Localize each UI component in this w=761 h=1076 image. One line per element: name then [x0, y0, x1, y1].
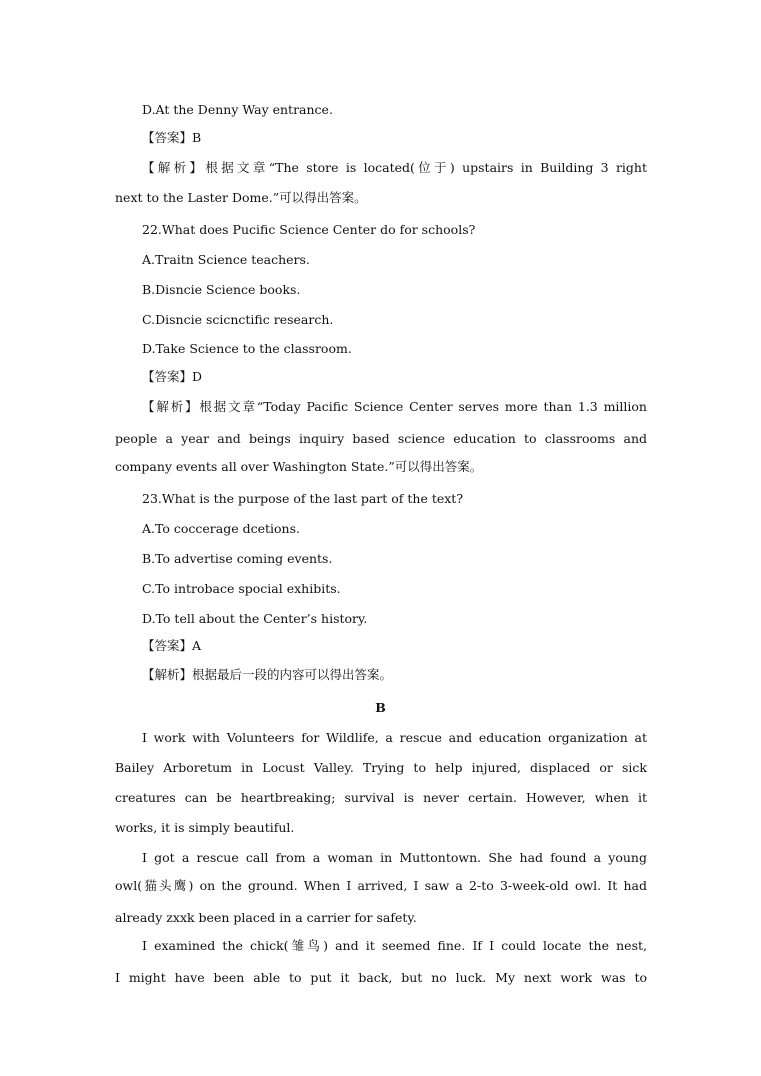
q23-option-a: A.To coccerage dcetions.: [142, 521, 300, 536]
q21-analysis-line1: 【解析】根据文章“The store is located(位于) upstairs in Building 3 right: [142, 160, 647, 175]
para1-line4: works, it is simply beautiful.: [115, 820, 295, 835]
para2-line3: already zxxk been placed in a carrier for safety.: [115, 910, 417, 925]
q22-option-a: A.Traitn Science teachers.: [142, 252, 310, 267]
q21-analysis-line2: next to the Laster Dome.”可以得出答案。: [115, 190, 367, 205]
q22-option-d: D.Take Science to the classroom.: [142, 341, 352, 356]
q22-analysis-line3: company events all over Washington State.”可以得出答案。: [115, 459, 483, 474]
q23-option-d: D.To tell about the Center’s history.: [142, 611, 368, 626]
q23-answer: 【答案】A: [142, 638, 202, 653]
q22-question: 22.What does Pucific Science Center do for schools?: [142, 222, 476, 237]
q22-option-b: B.Disncie Science books.: [142, 282, 301, 297]
q23-analysis: 【解析】根据最后一段的内容可以得出答案。: [142, 667, 393, 682]
section-b-heading: B: [375, 700, 386, 715]
para2-line2: owl(猫头鹰) on the ground. When I arrived, I saw a 2-to 3-week-old owl. It had: [115, 878, 647, 893]
q22-analysis-line2: people a year and beings inquiry based science education to classrooms and: [115, 431, 647, 446]
q23-option-c: C.To introbace spocial exhibits.: [142, 581, 341, 596]
para1-line1: I work with Volunteers for Wildlife, a rescue and education organization at: [142, 730, 647, 745]
q21-answer: 【答案】B: [142, 130, 202, 145]
para3-line1: I examined the chick(雏鸟) and it seemed fine. If I could locate the nest,: [142, 938, 647, 953]
para1-line3: creatures can be heartbreaking; survival is never certain. However, when it: [115, 790, 647, 805]
para1-line2: Bailey Arboretum in Locust Valley. Trying to help injured, displaced or sick: [115, 760, 647, 775]
q22-answer: 【答案】D: [142, 369, 203, 384]
para3-line2: I might have been able to put it back, but no luck. My next work was to: [115, 970, 647, 985]
para2-line1: I got a rescue call from a woman in Muttontown. She had found a young: [142, 850, 647, 865]
q23-option-b: B.To advertise coming events.: [142, 551, 333, 566]
q22-option-c: C.Disncie scicnctific research.: [142, 312, 334, 327]
q22-analysis-line1: 【解析】根据文章“Today Pacific Science Center serves more than 1.3 million: [142, 399, 647, 414]
q21-option-d: D.At the Denny Way entrance.: [142, 102, 333, 117]
q23-question: 23.What is the purpose of the last part of the text?: [142, 491, 464, 506]
